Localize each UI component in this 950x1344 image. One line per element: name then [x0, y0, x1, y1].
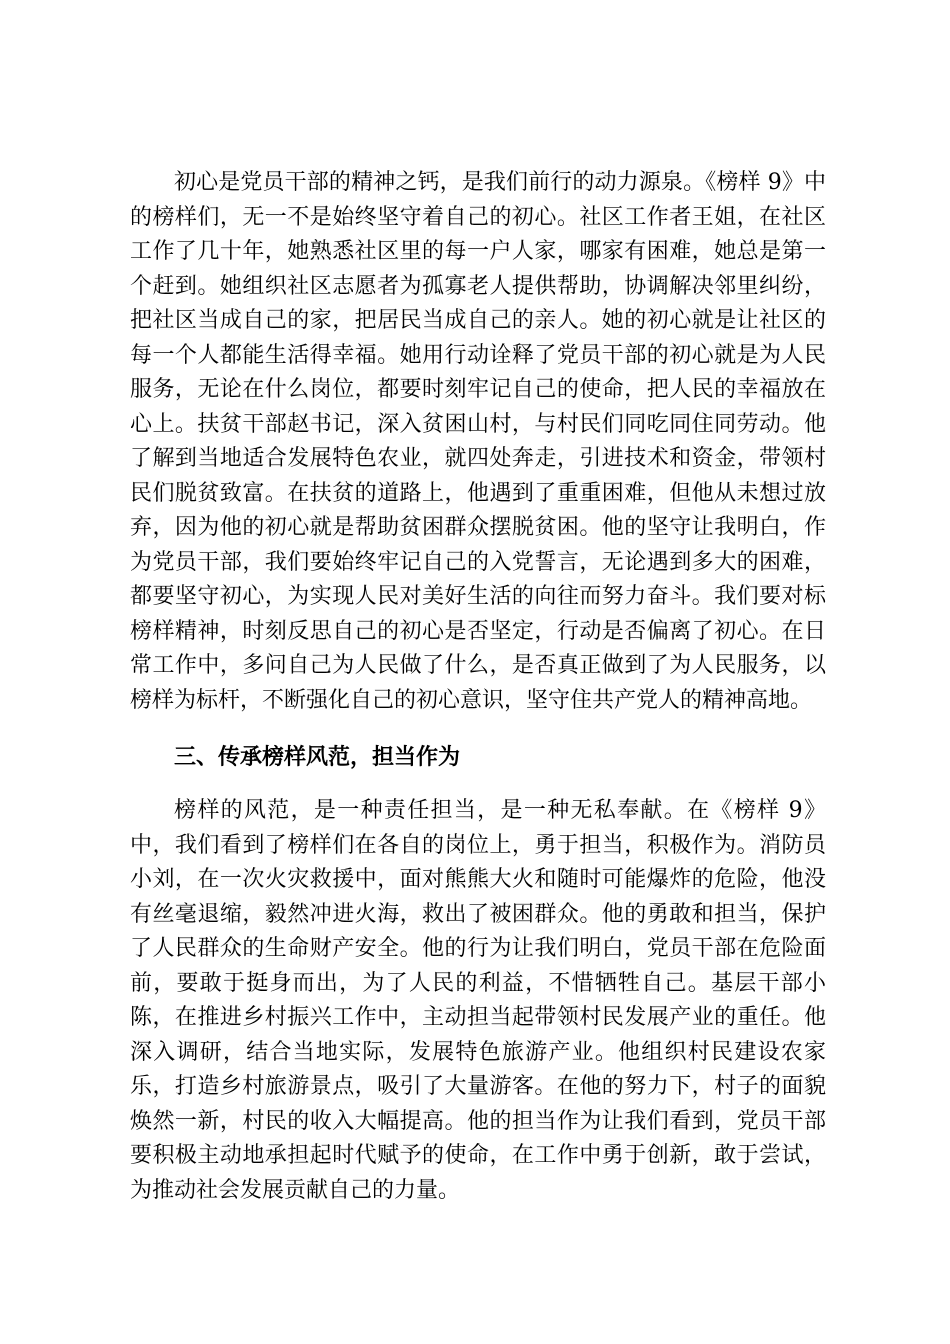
section-heading: 三、传承榜样风范，担当作为 — [174, 744, 461, 770]
body-paragraph: 榜样的风范，是一种责任担当，是一种无私奉献。在《榜样 9》中，我们看到了榜样们在各自的岗位上，勇于担当，积极作为。消防员小刘，在一次火灾救援中，面对熊熊大火和随时可能爆炸的危险，他没有丝毫退缩，毅然冲进火海，救出了被困群众。他的勇敢和担当，保护了人民群众的生命财产安全。他的行为让我们明白，党员干部在危险面前，要敢于挺身而出，为了人民的利益，不惜牺牲自己。基层干部小陈，在推进乡村振兴工作中，主动担当起带领村民发展产业的重任。他深入调研，结合当地实际，发展特色旅游产业。他组织村民建设农家乐，打造乡村旅游景点，吸引了大量游客。在他的努力下，村子的面貌焕然一新，村民的收入大幅提高。他的担当作为让我们看到，党员干部要积极主动地承担起时代赋予的使命，在工作中勇于创新，敢于尝试，为推动社会发展贡献自己的力量。 — [130, 798, 826, 1203]
document-page — [130, 166, 826, 1208]
body-paragraph: 初心是党员干部的精神之钙，是我们前行的动力源泉。《榜样 9》中的榜样们，无一不是始终坚守着自己的初心。社区工作者王姐，在社区工作了几十年，她熟悉社区里的每一户人家，哪家有困难，她总是第一个赶到。她组织社区志愿者为孤寡老人提供帮助，协调解决邻里纠纷，把社区当成自己的家，把居民当成自己的亲人。她的初心就是让社区的每一个人都能生活得幸福。她用行动诠释了党员干部的初心就是为人民服务，无论在什么岗位，都要时刻牢记自己的使命，把人民的幸福放在心上。扶贫干部赵书记，深入贫困山村，与村民们同吃同住同劳动。他了解到当地适合发展特色农业，就四处奔走，引进技术和资金，带领村民们脱贫致富。在扶贫的道路上，他遇到了重重困难，但他从未想过放弃，因为他的初心就是帮助贫困群众摆脱贫困。他的坚守让我明白，作为党员干部，我们要始终牢记自己的入党誓言，无论遇到多大的困难，都要坚守初心，为实现人民对美好生活的向往而努力奋斗。我们要对标榜样精神，时刻反思自己的初心是否坚定，行动是否偏离了初心。在日常工作中，多问自己为人民做了什么，是否真正做到了为人民服务，以榜样为标杆，不断强化自己的初心意识，坚守住共产党人的精神高地。 — [130, 170, 826, 713]
